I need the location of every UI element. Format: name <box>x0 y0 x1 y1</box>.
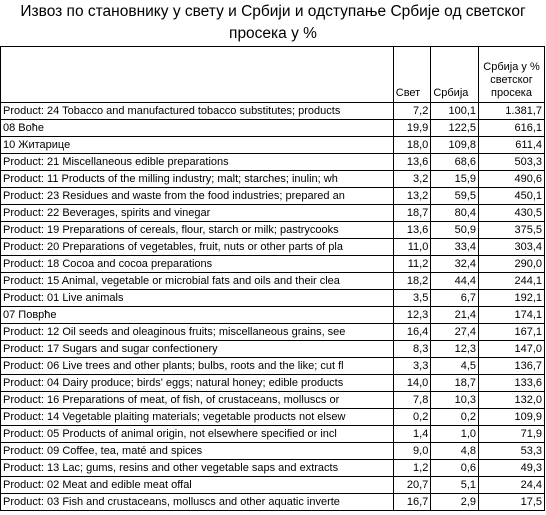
table-row <box>1 205 545 222</box>
cell-product-name: Product: 18 Cocoa and cocoa preparations <box>1 256 394 273</box>
cell-serbia: 2,9 <box>431 494 479 511</box>
cell-product-name: Product: 12 Oil seeds and oleaginous fruits; miscellaneous grains, see <box>1 324 394 341</box>
cell-product-name: Product: 22 Beverages, spirits and vinegar <box>1 205 394 222</box>
cell-world: 7,2 <box>393 103 431 120</box>
cell-product-name: Product: 16 Preparations of meat, of fish, of crustaceans, molluscs or <box>1 392 394 409</box>
cell-serbia: 27,4 <box>431 324 479 341</box>
cell-product-name: 07 Поврће <box>1 307 394 324</box>
cell-deviation: 375,5 <box>479 222 545 239</box>
cell-serbia: 100,1 <box>431 103 479 120</box>
table-row <box>1 460 545 477</box>
cell-world: 16,4 <box>393 324 431 341</box>
cell-deviation: 616,1 <box>479 120 545 137</box>
header-row <box>1 47 545 103</box>
cell-product-name: Product: 03 Fish and crustaceans, molluscs and other aquatic inverte <box>1 494 394 511</box>
table-row <box>1 120 545 137</box>
table-row <box>1 239 545 256</box>
cell-product-name: Product: 24 Tobacco and manufactured tobacco substitutes; products <box>1 103 394 120</box>
cell-world: 3,2 <box>393 171 431 188</box>
cell-serbia: 5,1 <box>431 477 479 494</box>
table-row <box>1 222 545 239</box>
cell-world: 1,2 <box>393 460 431 477</box>
cell-serbia: 18,7 <box>431 375 479 392</box>
cell-serbia: 80,4 <box>431 205 479 222</box>
cell-deviation: 303,4 <box>479 239 545 256</box>
cell-serbia: 50,9 <box>431 222 479 239</box>
table-row <box>1 273 545 290</box>
cell-serbia: 68,6 <box>431 154 479 171</box>
cell-world: 12,3 <box>393 307 431 324</box>
cell-serbia: 44,4 <box>431 273 479 290</box>
table-row <box>1 324 545 341</box>
cell-product-name: Product: 13 Lac; gums, resins and other vegetable saps and extracts <box>1 460 394 477</box>
cell-deviation: 290,0 <box>479 256 545 273</box>
cell-world: 13,6 <box>393 154 431 171</box>
table-row <box>1 358 545 375</box>
cell-serbia: 109,8 <box>431 137 479 154</box>
cell-world: 13,6 <box>393 222 431 239</box>
cell-product-name: 10 Житарице <box>1 137 394 154</box>
table-title: Извоз по становнику у свету и Србији и одступање Србије од светског просека у % <box>20 3 526 42</box>
cell-deviation: 17,5 <box>479 494 545 511</box>
cell-world: 11,0 <box>393 239 431 256</box>
table-row <box>1 103 545 120</box>
table-row <box>1 494 545 511</box>
cell-deviation: 24,4 <box>479 477 545 494</box>
cell-world: 18,2 <box>393 273 431 290</box>
cell-serbia: 122,5 <box>431 120 479 137</box>
cell-deviation: 1.381,7 <box>479 103 545 120</box>
header-deviation: Србија у % светског просека <box>479 47 545 103</box>
cell-serbia: 1,0 <box>431 426 479 443</box>
cell-product-name: Product: 05 Products of animal origin, not elsewhere specified or incl <box>1 426 394 443</box>
cell-serbia: 32,4 <box>431 256 479 273</box>
cell-serbia: 0,2 <box>431 409 479 426</box>
cell-world: 9,0 <box>393 443 431 460</box>
cell-deviation: 53,3 <box>479 443 545 460</box>
cell-deviation: 490,6 <box>479 171 545 188</box>
cell-serbia: 59,5 <box>431 188 479 205</box>
cell-world: 1,4 <box>393 426 431 443</box>
cell-deviation: 136,7 <box>479 358 545 375</box>
cell-product-name: Product: 20 Preparations of vegetables, fruit, nuts or other parts of pla <box>1 239 394 256</box>
cell-deviation: 167,1 <box>479 324 545 341</box>
table-row <box>1 443 545 460</box>
cell-world: 0,2 <box>393 409 431 426</box>
cell-product-name: Product: 01 Live animals <box>1 290 394 307</box>
cell-product-name: Product: 19 Preparations of cereals, flour, starch or milk; pastrycooks <box>1 222 394 239</box>
cell-deviation: 147,0 <box>479 341 545 358</box>
cell-world: 18,7 <box>393 205 431 222</box>
cell-product-name: Product: 06 Live trees and other plants; bulbs, roots and the like; cut fl <box>1 358 394 375</box>
table-row <box>1 477 545 494</box>
table-row <box>1 341 545 358</box>
cell-world: 3,3 <box>393 358 431 375</box>
table-row <box>1 188 545 205</box>
table-body <box>1 103 545 511</box>
table-row <box>1 392 545 409</box>
cell-product-name: Product: 14 Vegetable plaiting materials; vegetable products not elsew <box>1 409 394 426</box>
cell-world: 11,2 <box>393 256 431 273</box>
cell-deviation: 611,4 <box>479 137 545 154</box>
table-row <box>1 171 545 188</box>
cell-serbia: 21,4 <box>431 307 479 324</box>
table-row <box>1 426 545 443</box>
cell-product-name: Product: 02 Meat and edible meat offal <box>1 477 394 494</box>
cell-serbia: 12,3 <box>431 341 479 358</box>
cell-deviation: 133,6 <box>479 375 545 392</box>
cell-serbia: 4,5 <box>431 358 479 375</box>
cell-product-name: Product: 09 Coffee, tea, maté and spices <box>1 443 394 460</box>
cell-deviation: 49,3 <box>479 460 545 477</box>
header-serbia: Србија <box>431 47 479 103</box>
cell-serbia: 10,3 <box>431 392 479 409</box>
cell-serbia: 33,4 <box>431 239 479 256</box>
cell-product-name: Product: 11 Products of the milling industry; malt; starches; inulin; wh <box>1 171 394 188</box>
cell-serbia: 15,9 <box>431 171 479 188</box>
table-row <box>1 409 545 426</box>
table-row <box>1 256 545 273</box>
cell-product-name: Product: 21 Miscellaneous edible preparations <box>1 154 394 171</box>
cell-serbia: 6,7 <box>431 290 479 307</box>
table-row <box>1 375 545 392</box>
table-row <box>1 154 545 171</box>
cell-world: 18,0 <box>393 137 431 154</box>
cell-product-name: Product: 17 Sugars and sugar confectionery <box>1 341 394 358</box>
cell-deviation: 503,3 <box>479 154 545 171</box>
cell-deviation: 71,9 <box>479 426 545 443</box>
cell-deviation: 174,1 <box>479 307 545 324</box>
cell-deviation: 450,1 <box>479 188 545 205</box>
cell-serbia: 4,8 <box>431 443 479 460</box>
cell-product-name: Product: 23 Residues and waste from the food industries; prepared an <box>1 188 394 205</box>
cell-world: 7,8 <box>393 392 431 409</box>
cell-deviation: 109,9 <box>479 409 545 426</box>
cell-product-name: Product: 04 Dairy produce; birds' eggs; natural honey; edible products <box>1 375 394 392</box>
cell-serbia: 0,6 <box>431 460 479 477</box>
cell-deviation: 244,1 <box>479 273 545 290</box>
table-row <box>1 290 545 307</box>
cell-world: 19,9 <box>393 120 431 137</box>
table-row <box>1 137 545 154</box>
cell-product-name: 08 Воће <box>1 120 394 137</box>
export-table <box>0 46 545 511</box>
header-name <box>1 47 394 103</box>
cell-world: 8,3 <box>393 341 431 358</box>
cell-world: 13,2 <box>393 188 431 205</box>
cell-product-name: Product: 15 Animal, vegetable or microbial fats and oils and their clea <box>1 273 394 290</box>
cell-world: 14,0 <box>393 375 431 392</box>
cell-deviation: 192,1 <box>479 290 545 307</box>
cell-world: 20,7 <box>393 477 431 494</box>
cell-world: 16,7 <box>393 494 431 511</box>
cell-world: 3,5 <box>393 290 431 307</box>
cell-deviation: 430,5 <box>479 205 545 222</box>
table-row <box>1 307 545 324</box>
header-world: Свет <box>393 47 431 103</box>
cell-deviation: 132,0 <box>479 392 545 409</box>
